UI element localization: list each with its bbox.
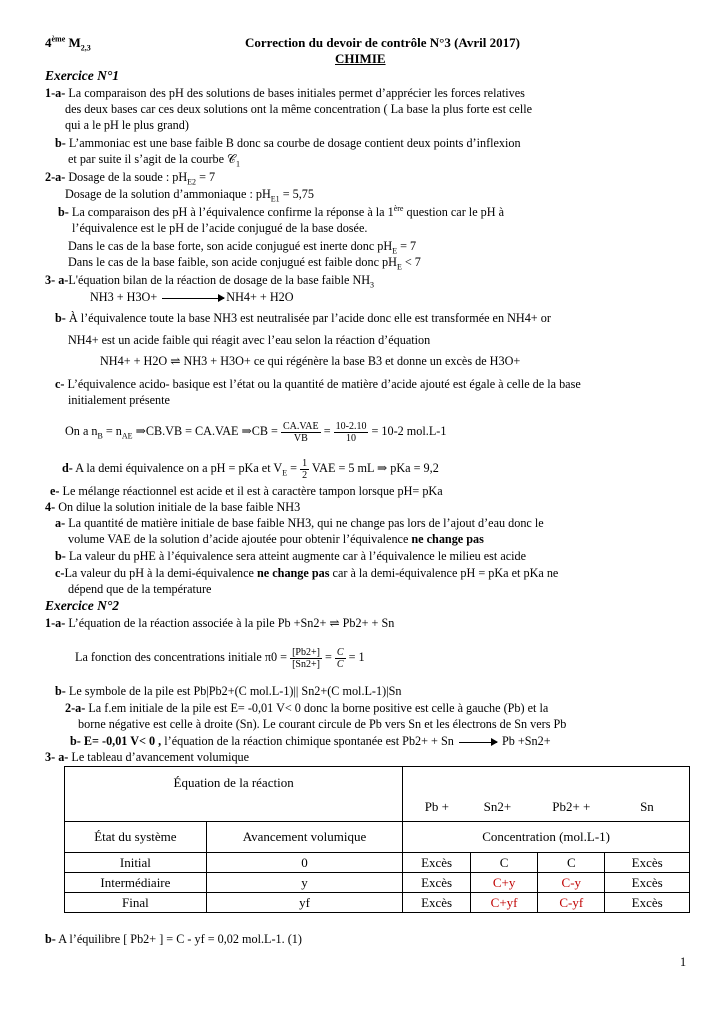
table-row (65, 853, 690, 873)
cell-sn2: C+y (470, 873, 537, 893)
species-sn2: Sn2+ ⃞ (470, 767, 537, 822)
cell-pb: Excès (403, 873, 471, 893)
exercise-2-title: Exercice N°2 (45, 598, 119, 613)
advancement-table (64, 766, 690, 913)
cell-sn: Excès (605, 873, 690, 893)
cell-sn2: C (470, 853, 537, 873)
cell-adv: 0 (206, 853, 402, 873)
q3a-equation: NH3 + H3O+ NH4+ + H2O (90, 290, 294, 304)
q2b-line2: l’équivalence est le pH de l’acide conjugué de la base dosée. (72, 221, 368, 235)
ex2-q1b-line1: b- Le symbole de la pile est Pb|Pb2+(C mol.L-1)|| Sn2+(C mol.L-1)|Sn (55, 684, 402, 698)
cell-pb2: C (538, 853, 605, 873)
q3a-line1: 3- a-L'équation bilan de la réaction de dosage de la base faible $NH_3$ (45, 273, 375, 290)
cell-sn: Excès (605, 853, 690, 873)
page-title: Correction du devoir de contrôle N°3 (Avril 2017) (245, 35, 520, 50)
q1b-line1: b- L’ammoniac est une base faible B donc sa courbe de dosage contient deux points d’inflexion (55, 136, 521, 150)
q3c-line1: c- L’équivalence acido- basique est l’état ou la quantité de matière d’acide ajouté est égale à celle de la base (55, 377, 581, 391)
col-concentration-header: Concentration (mol.L-1) (403, 822, 690, 853)
cell-state: Final (65, 893, 207, 913)
q1b-line2: et par suite il s’agit de la courbe 𝒞$_1$ (68, 152, 240, 169)
q1a-line2: des deux bases car ces deux solutions ont la même concentration ( La base la plus forte est celle (65, 102, 533, 116)
q3b-line1: b- À l’équivalence toute la base NH3 est neutralisée par l’acide donc elle est transformée en NH4+ or (55, 311, 551, 325)
exercise-1-title: Exercice N°1 (45, 68, 119, 83)
species-sn: Sn (605, 767, 690, 822)
spontaneous-arrow (459, 742, 497, 743)
q4b-line1: b- La valeur du pHE à l’équivalence sera atteint augmente car à l’équivalence le milieu est acide (55, 549, 527, 563)
q2b-line3: Dans le cas de la base forte, son acide conjugué est inerte donc $pH_E = 7$ (68, 239, 417, 256)
cell-adv: y (206, 873, 402, 893)
ex2-q2a-line2: borne négative est celle à droite (Sn). Le courant circule de Pb vers Sn et les électrons de Sn vers Pb (78, 717, 567, 731)
q3b-line2: NH4+ est un acide faible qui réagit avec l’eau selon la réaction d’équation (68, 333, 431, 347)
page-number: 1 (680, 955, 687, 969)
cell-state: Initial (65, 853, 207, 873)
ex2-q2b-line1: b- E= -0,01 V< 0 , l’équation de la réaction chimique spontanée est Pb2+ + Sn Pb +Sn2+ (70, 734, 551, 748)
cell-state: Intermédiaire (65, 873, 207, 893)
q2a-line1: 2-a- Dosage de la soude : $pH_{E2} = 7$ (45, 170, 216, 187)
species-pb: Pb + (403, 767, 471, 822)
q4-line1: 4- On dilue la solution initiale de la base faible NH3 (45, 500, 301, 514)
cell-pb: Excès (403, 893, 471, 913)
ex2-q3a-line1: 3- a- Le tableau d’avancement volumique (45, 750, 250, 764)
q1a-line3: qui a le pH le plus grand) (65, 118, 189, 132)
equation-header: Équation de la réaction (65, 767, 403, 822)
col-advancement-header: Avancement volumique (206, 822, 402, 853)
col-state-header: État du système (65, 822, 207, 853)
q3c-equation: On a $n_B = n_{AE}$ ⇒CB.VB = CA.VAE ⇒CB = $\frac{\text{CA.VAE}}{VB}$ = $\frac{10-2.10}{10}$ = 10-2 mol.L-1 (65, 420, 447, 444)
q3e-line1: e- Le mélange réactionnel est acide et il est à caractère tampon lorsque pH= pKa (50, 484, 443, 498)
ex2-q1a-line1: 1-a- L’équation de la réaction associée à la pile Pb +Sn2+ ⇌ Pb2+ + Sn (45, 616, 395, 630)
q4a-line1: a- La quantité de matière initiale de base faible NH3, qui ne change pas lors de l’ajout d’eau donc le (55, 516, 544, 530)
cell-pb: Excès (403, 853, 471, 873)
class-label: 4ème $M_{2,3}$ (45, 34, 91, 53)
q4c-line2: dépend que de la température (68, 582, 212, 596)
cell-sn: Excès (605, 893, 690, 913)
q2b-line4: Dans le cas de la base faible, son acide conjugué est faible donc $pH_E < 7$ (68, 255, 421, 272)
q4c-line1: c-La valeur du pH à la demi-équivalence ne change pas car à la demi-équivalence pH = pKa et pKa ne (55, 566, 559, 580)
ex2-q2a-line1: 2-a- La f.em initiale de la pile est E= -0,01 V< 0 donc la borne positive est celle à gauche (Pb) et la (65, 701, 549, 715)
q3c-line2: initialement présente (68, 393, 170, 407)
q3d-line1: d- A la demi équivalence on a pH = pKa et $V_E$ = $\frac{1}{2}$ VAE = 5 mL ⇒ pKa = 9,2 (62, 457, 439, 481)
subject-title: CHIMIE (335, 51, 386, 66)
q4a-line2: volume VAE de la solution d’acide ajoutée pour obtenir l’équivalence ne change pas (68, 532, 484, 546)
ex2-q3b-line1: b- A l’équilibre [ Pb2+ ] = C - yf = 0,02 mol.L-1. (1) (45, 932, 302, 946)
reaction-arrow (162, 298, 224, 299)
q3b-equation: NH4+ + H2O ⇌ NH3 + H3O+ ce qui régénère la base B3 et donne un excès de H3O+ (100, 354, 521, 368)
q2a-line2: Dosage de la solution d’ammoniaque : $pH_{E1} = 5,75$ (65, 187, 314, 204)
table-row (65, 873, 690, 893)
q2b-line1: b- La comparaison des pH à l’équivalence confirme la réponse à la 1ère question car le pH à (58, 203, 504, 219)
species-pb2: Pb2+ + (538, 767, 605, 822)
cell-adv: yf (206, 893, 402, 913)
table-row (65, 893, 690, 913)
cell-sn2: C+yf (470, 893, 537, 913)
cell-pb2: C-yf (538, 893, 605, 913)
ex2-q1a-pi: La fonction des concentrations initiale π0 = $\frac{[Pb2+]}{[Sn2+]}$ = $\frac{C}{C}$ = 1 (75, 646, 365, 670)
q1a-line1: 1-a- La comparaison des pH des solutions de bases initiales permet d’apprécier les forces relatives (45, 86, 525, 100)
cell-pb2: C-y (538, 873, 605, 893)
